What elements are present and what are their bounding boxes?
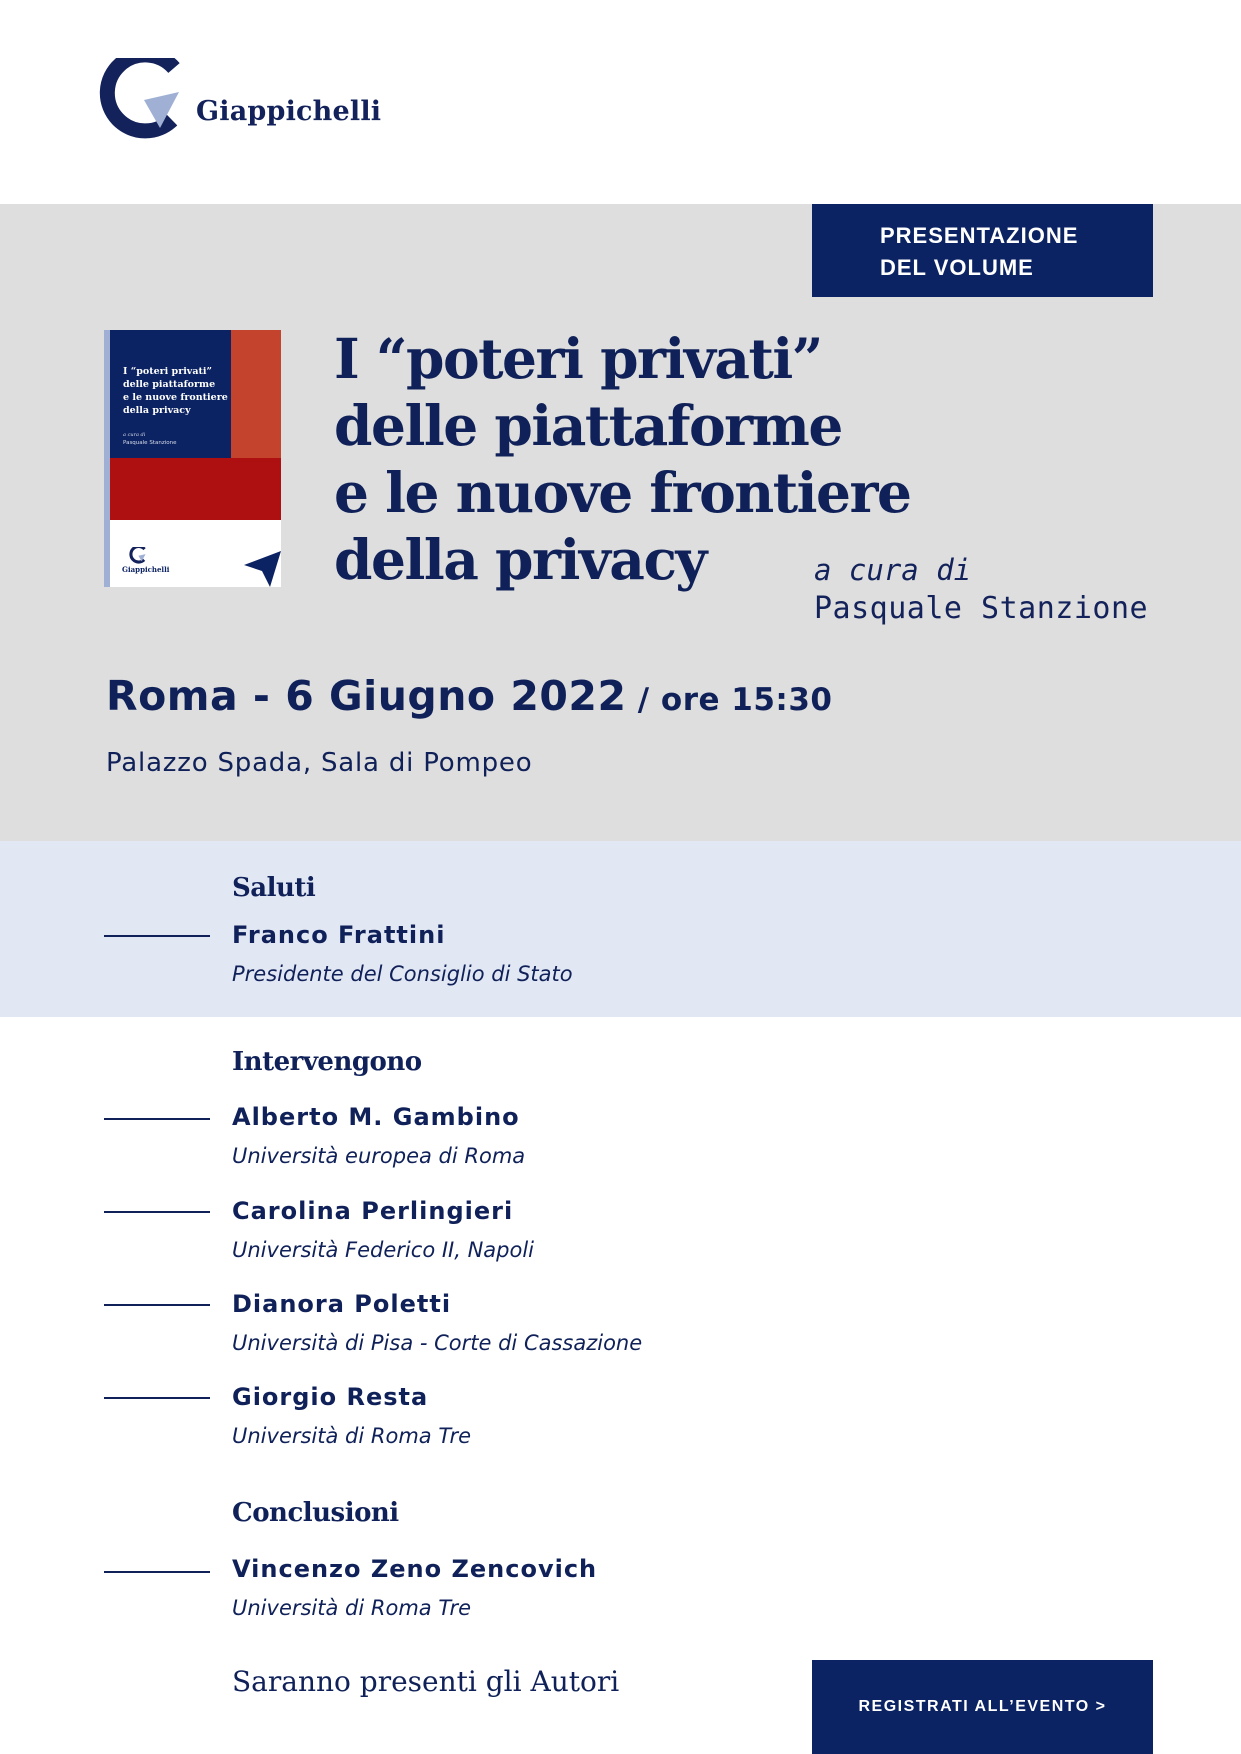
- authors-note: Saranno presenti gli Autori: [232, 1665, 620, 1698]
- event-time: / ore 15:30: [626, 682, 833, 718]
- cover-red-block: [110, 458, 281, 520]
- speaker-name: Dianora Poletti: [232, 1290, 452, 1318]
- speaker-rule: [104, 1397, 210, 1399]
- brand-mark-icon: [98, 58, 186, 140]
- cover-title: [123, 365, 228, 417]
- event-type-badge: [812, 204, 1153, 297]
- speaker-affiliation: Università Federico II, Napoli: [232, 1238, 534, 1262]
- cover-brand-mark-icon: [129, 547, 147, 564]
- title-line: delle piattaforme: [334, 393, 842, 458]
- title-line: della privacy: [334, 527, 706, 592]
- cover-title-line: e le nuove frontiere: [123, 392, 228, 403]
- speaker-rule: [104, 1571, 210, 1573]
- cover-orange-block: [231, 330, 281, 458]
- speaker-affiliation: Università di Pisa - Corte di Cassazione: [232, 1331, 643, 1355]
- brand-logo: [98, 58, 398, 143]
- cover-title-line: della privacy: [123, 405, 191, 416]
- cover-curator-label: a cura di: [123, 432, 146, 438]
- cover-brand: Giappichelli: [122, 565, 170, 574]
- section-heading-saluti: Saluti: [232, 873, 316, 903]
- speaker-name: Alberto M. Gambino: [232, 1103, 520, 1131]
- speaker-affiliation: Presidente del Consiglio di Stato: [232, 962, 573, 986]
- speaker-rule: [104, 1304, 210, 1306]
- section-heading-conclusioni: Conclusioni: [232, 1498, 399, 1528]
- curator-label: a cura di: [814, 553, 972, 587]
- event-date-text: Roma - 6 Giugno 2022: [106, 672, 627, 720]
- register-button[interactable]: REGISTRATI ALL’EVENTO >: [812, 1660, 1153, 1754]
- badge-line-1: PRESENTAZIONE: [880, 223, 1079, 248]
- cover-author: Pasquale Stanzione: [123, 440, 177, 446]
- speaker-affiliation: Università di Roma Tre: [232, 1424, 472, 1448]
- event-venue: Palazzo Spada, Sala di Pompeo: [106, 748, 533, 778]
- speaker-rule: [104, 935, 210, 937]
- title-line: e le nuove frontiere: [334, 460, 911, 525]
- brand-name: Giappichelli: [196, 96, 382, 127]
- speaker-affiliation: Università europea di Roma: [232, 1144, 526, 1168]
- cover-title-line: I “poteri privati”: [123, 366, 212, 377]
- speaker-name: Vincenzo Zeno Zencovich: [232, 1555, 598, 1583]
- speaker-rule: [104, 1211, 210, 1213]
- curator-name: Pasquale Stanzione: [814, 591, 1149, 626]
- saluti-band: [0, 841, 1241, 1017]
- book-cover: [104, 330, 281, 587]
- speaker-rule: [104, 1118, 210, 1120]
- speaker-name: Franco Frattini: [232, 921, 446, 949]
- title-line: I “poteri privati”: [334, 326, 822, 391]
- speaker-affiliation: Università di Roma Tre: [232, 1596, 472, 1620]
- cover-title-line: delle piattaforme: [123, 379, 216, 390]
- speaker-name: Carolina Perlingieri: [232, 1197, 514, 1225]
- cover-arrow-icon: [244, 551, 281, 587]
- speaker-name: Giorgio Resta: [232, 1383, 429, 1411]
- badge-line-2: DEL VOLUME: [880, 255, 1034, 280]
- event-date: [106, 672, 832, 720]
- section-heading-intervengono: Intervengono: [232, 1047, 422, 1077]
